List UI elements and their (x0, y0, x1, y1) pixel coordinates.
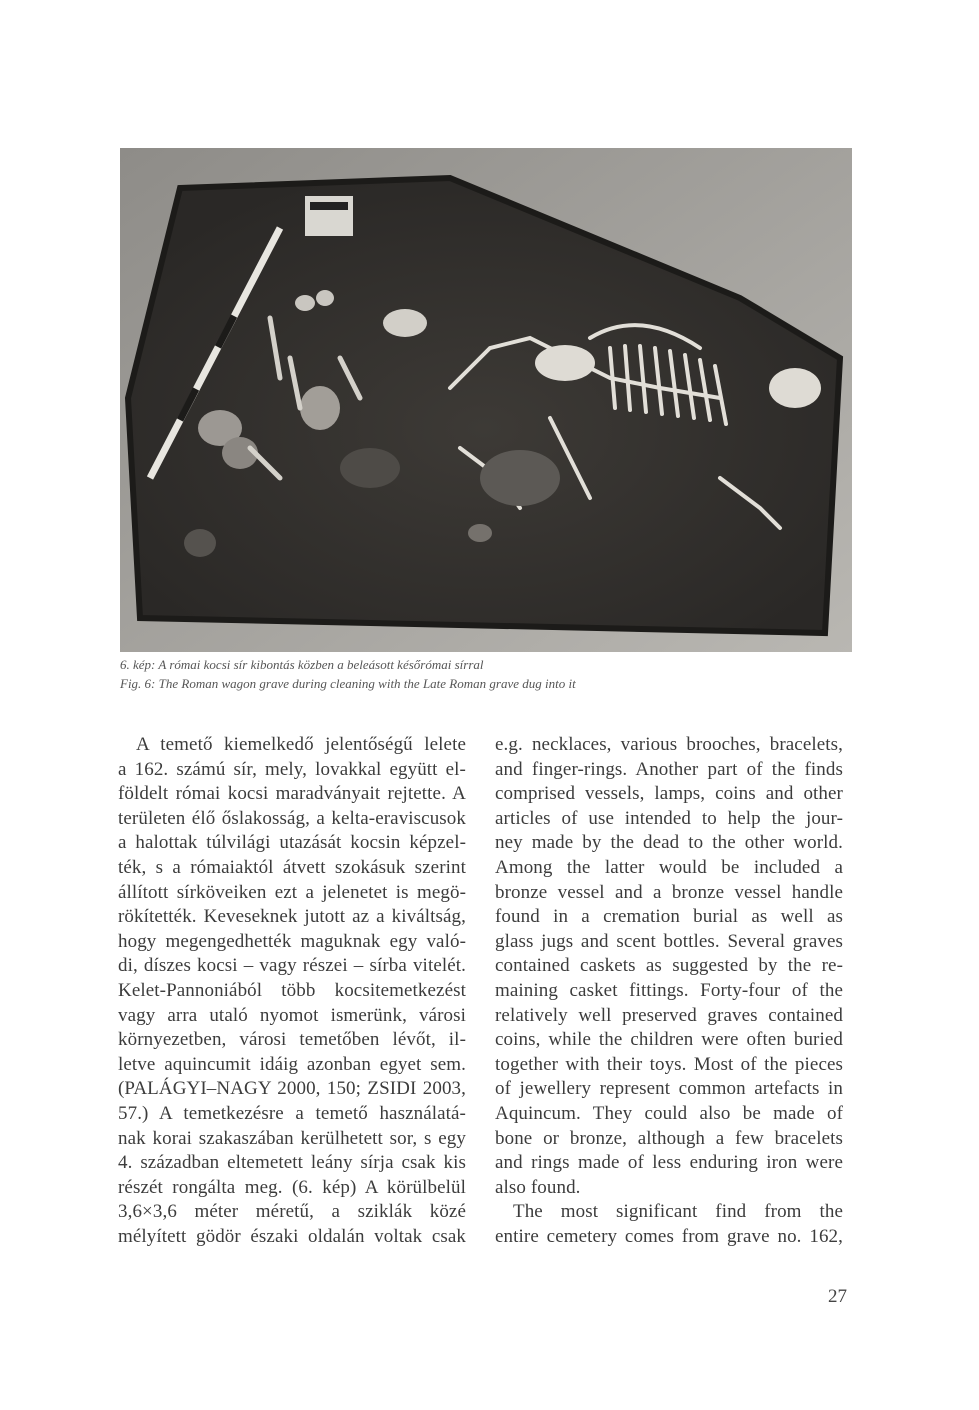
text-line: together with their toys. Most of the pieces (495, 1053, 843, 1075)
text-line: rökítették. Keveseknek jutott az a kiváltság, (118, 906, 466, 928)
text-line: comprised vessels, lamps, coins and other (495, 783, 843, 805)
text-line: a halottak túlvilági utazását kocsin képzel- (118, 832, 466, 854)
text-line: letve aquincumit idáig azonban egyet sem. (118, 1053, 466, 1075)
text-line: and rings made of less enduring iron were (495, 1152, 843, 1174)
hungarian-text-column (118, 733, 466, 1249)
text-line: of jewellery represent common artefacts in (495, 1078, 843, 1100)
text-line: A temető kiemelkedő jelentőségű lelete (136, 734, 466, 755)
text-line: 3,6×3,6 méter méretű, a sziklák közé (118, 1201, 466, 1223)
text-line: e.g. necklaces, various brooches, bracelets, (495, 734, 843, 755)
text-line: and finger-rings. Another part of the finds (495, 758, 843, 780)
text-line: Aquincum. They could also be made of (495, 1102, 843, 1124)
text-line: 57.) A temetkezésre a temető használatá- (118, 1102, 466, 1124)
text-line: földelt római kocsi maradványait rejtette. A (118, 783, 466, 805)
text-line: a 162. számú sír, mely, lovakkal együtt el- (118, 758, 466, 780)
text-line: környezetben, városi temetőben lévőt, il- (118, 1029, 466, 1051)
text-line: maining casket fittings. Forty-four of the (495, 979, 843, 1001)
text-line: Among the latter would be included a (495, 856, 843, 878)
text-line: articles of use intended to help the jour- (495, 807, 843, 829)
text-line: bronze vessel and a bronze vessel handle (495, 881, 843, 903)
text-line: coins, while the children were often buried (495, 1029, 843, 1051)
text-line: The most significant find from the (513, 1201, 843, 1223)
text-line: contained caskets as suggested by the re- (495, 955, 843, 977)
text-line: részét rongálta meg. (6. kép) A körülbelül (118, 1176, 466, 1198)
text-line: bone or bronze, although a few bracelets (495, 1127, 843, 1149)
text-line: di, díszes kocsi – vagy részei – sírba vitelét. (118, 955, 466, 977)
text-line: ték, s a rómaiaktól átvett szokásuk szerint (118, 856, 466, 878)
text-line: glass jugs and scent bottles. Several graves (495, 930, 843, 952)
text-line: hogy megengedhették maguknak egy való- (118, 930, 466, 952)
text-line: nak korai szakaszában kerülhetett sor, s egy (118, 1127, 466, 1149)
text-line: állított sírköveiken ezt a jelenetet is megö- (118, 881, 466, 903)
text-line: 4. században eltemetett leány sírja csak kis (118, 1152, 466, 1174)
text-line: (PALÁGYI–NAGY 2000, 150; ZSIDI 2003, (118, 1078, 466, 1100)
page-number: 27 (828, 1286, 847, 1307)
figure-caption-hungarian: 6. kép: A római kocsi sír kibontás közben a beleásott későrómai sírral (120, 657, 484, 672)
text-line: found in a cremation burial as well as (495, 906, 843, 928)
text-line: relatively well preserved graves contained (495, 1004, 843, 1026)
text-line: ney made by the dead to the other world. (495, 832, 843, 854)
text-line: also found. (495, 1176, 581, 1198)
text-line: vagy arra utaló nyomot ismerünk, városi (118, 1004, 466, 1026)
english-text-column (495, 733, 843, 1249)
excavation-photo (120, 148, 852, 652)
text-line: mélyített gödör északi oldalán voltak csak (118, 1225, 466, 1247)
text-line: entire cemetery comes from grave no. 162, (495, 1225, 843, 1247)
text-line: területen élő őslakosság, a kelta-eraviscusok (118, 807, 466, 829)
figure-caption-english: Fig. 6: The Roman wagon grave during cleaning with the Late Roman grave dug into it (120, 676, 576, 691)
text-line: Kelet-Pannoniából több kocsitemetkezést (118, 979, 466, 1001)
